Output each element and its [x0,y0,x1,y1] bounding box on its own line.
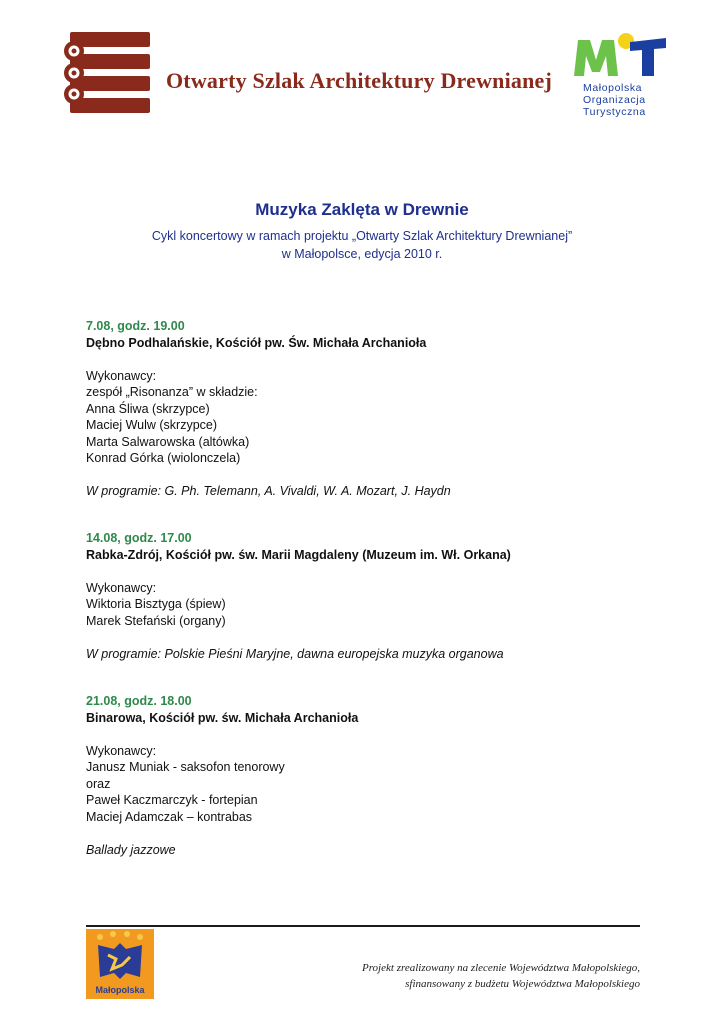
performer-line: Wiktoria Bisztyga (śpiew) [86,597,226,611]
event-place: Binarowa, Kościół pw. św. Michała Archanioła [86,710,359,725]
event-program: W programie: Polskie Pieśni Maryjne, dawna europejska muzyka organowa [86,646,504,661]
event-block [86,530,646,662]
event-date: 7.08, godz. 19.00 [86,319,185,333]
event-program: W programie: G. Ph. Telemann, A. Vivaldi, W. A. Mozart, J. Haydn [86,484,451,498]
malopolska-logo [86,929,154,999]
event-program: Ballady jazzowe [86,842,176,857]
event-block [86,318,646,500]
malopolska-emblem-icon [86,929,154,999]
performer-line: oraz [86,776,111,791]
header-title: Otwarty Szlak Architektury Drewnianej [166,68,553,93]
performer-line: Janusz Muniak - saksofon tenorowy [86,760,285,774]
footer-note [362,960,640,992]
subtitle-line-1: Cykl koncertowy w ramach projektu „Otwarty Szlak Architektury Drewnianej” [151,229,573,243]
footer-note-line-1: Projekt zrealizowany na zlecenie Województwa Małopolskiego, [361,962,640,974]
event-place: Dębno Podhalańskie, Kościół pw. Św. Michała Archanioła [86,335,427,350]
performer-line: Marta Salwarowska (altówka) [86,434,250,449]
document-subtitle [0,227,724,263]
performer-line: Maciej Wulw (skrzypce) [86,418,218,432]
performer-line: Paweł Kaczmarczyk - fortepian [86,793,258,807]
document-title: Muzyka Zaklęta w Drewnie [255,200,469,219]
mot-logo-text [583,82,646,118]
event-place: Rabka-Zdrój, Kościół pw. św. Marii Magdaleny (Muzeum im. Wł. Orkana) [86,547,511,562]
mot-line-1: Małopolska [583,82,643,94]
event-date: 21.08, godz. 18.00 [86,694,192,708]
performer-line: Maciej Adamczak – kontrabas [86,809,253,824]
event-block [86,693,646,858]
malopolska-logo-label: Małopolska [95,985,145,995]
subtitle-line-2: w Małopolsce, edycja 2010 r. [281,247,443,261]
performer-line: Anna Śliwa (skrzypce) [86,401,210,416]
mot-line-2: Organizacja [583,94,646,106]
performer-line: zespół „Risonanza” w składzie: [86,385,258,399]
performer-line: Marek Stefański (organy) [86,613,226,628]
performer-line: Konrad Górka (wiolonczela) [86,451,241,465]
performers-heading: Wykonawcy: [86,743,157,758]
event-date: 14.08, godz. 17.00 [86,531,192,545]
mot-line-3: Turystyczna [583,106,646,118]
performers-heading: Wykonawcy: [86,368,157,383]
performers-heading: Wykonawcy: [86,580,157,595]
footer-divider [86,925,640,927]
footer-note-line-2: sfinansowany z budżetu Województwa Małopolskiego [405,978,640,990]
log-stack-icon [64,32,154,114]
